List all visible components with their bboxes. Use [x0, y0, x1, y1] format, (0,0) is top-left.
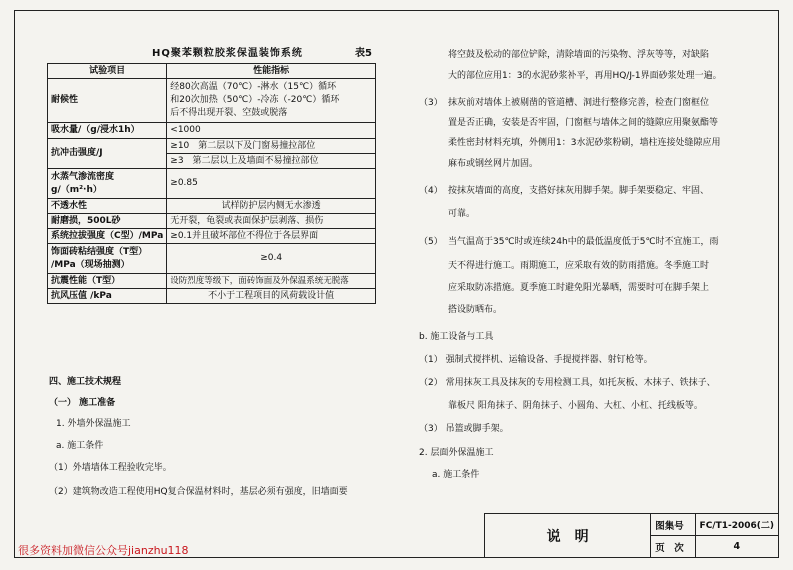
table-cell-value: 经80次高温（70℃）-淋水（15℃）循环 和20次加热（50℃）-冷冻（-20℃）循环 后不得出现开裂、空鼓或脱落	[167, 79, 376, 123]
watermark-text: 很多资料加微信公众号jianzhu118	[18, 544, 189, 557]
table-cell-value: ≥3 第二层以上及墙面不易撞拉部位	[167, 154, 376, 169]
text-line: （2） 常用抹灰工具及抹灰的专用检测工具，如托灰板、木抹子、铁抹子、	[419, 378, 716, 388]
text-line: （1） 强制式搅拌机、运输设备、手提搅拌器、射钉枪等。	[419, 355, 653, 365]
text-line: （1）外墙墙体工程验收完毕。	[49, 463, 172, 473]
paragraph-label: （3）	[419, 98, 443, 108]
text-line: 可靠。	[448, 209, 476, 219]
spec-table	[47, 63, 376, 304]
text-line: 搭设防晒布。	[448, 305, 503, 315]
text-line: 抹灰前对墙体上被剔凿的管道槽、洞进行整修完善，检查门窗框位	[448, 98, 710, 108]
atlas-number-value: FC/T1-2006(二)	[695, 514, 778, 536]
table-row	[48, 169, 376, 199]
table-cell-item: 耐磨损，500L砂	[48, 214, 167, 229]
text-line: 置是否正确，安装是否牢固，门窗框与墙体之间的缝隙应用聚氨酯等	[448, 118, 719, 128]
table-cell-value: 设防烈度等级下，面砖饰面及外保温系统无脱落	[167, 274, 376, 289]
table-cell-value: 无开裂，龟裂或表面保护层剥落、损伤	[167, 214, 376, 229]
table-cell-value: 不小于工程项目的风荷载设计值	[167, 289, 376, 304]
table-row	[48, 229, 376, 244]
table-cell-item: 水蒸气渗流密度 g/（m²·h）	[48, 169, 167, 199]
table-cell-value: ≥0.85	[167, 169, 376, 199]
text-line: （3） 吊篮或脚手架。	[419, 424, 509, 434]
table-cell-item: 抗风压值 /kPa	[48, 289, 167, 304]
text-line: 按抹灰墙面的高度，支搭好抹灰用脚手架。脚手架要稳定、牢固、	[448, 186, 710, 196]
table-row	[48, 79, 376, 123]
table-cell-item: 不透水性	[48, 199, 167, 214]
table-cell-value: 试样防护层内侧无水渗透	[167, 199, 376, 214]
text-line: （2）建筑物改造工程使用HQ复合保温材料时，基层必须有强度，旧墙面要	[49, 487, 348, 497]
atlas-number-label: 图集号	[651, 514, 695, 536]
table-cell-item: 系统拉拔强度（C型）/MPa	[48, 229, 167, 244]
text-line: 天不得进行施工。雨期施工，应采取有效的防雨措施。冬季施工时	[448, 261, 710, 271]
text-line: 应采取防冻措施。夏季施工时避免阳光暴晒，需要时可在脚手架上	[448, 283, 710, 293]
table-number: 表5	[355, 48, 372, 59]
table-cell-item: 抗冲击强度/J	[48, 139, 167, 169]
table-cell-item: 吸水量/（g/浸水1h）	[48, 123, 167, 139]
table-row	[48, 244, 376, 274]
page-number-label: 页 次	[651, 536, 695, 558]
text-line: a. 施工条件	[56, 441, 104, 451]
paragraph-label: （5）	[419, 237, 443, 247]
table-caption: HQ聚苯颗粒胶浆保温装饰系统	[152, 48, 303, 59]
table-header-value: 性能指标	[167, 64, 376, 79]
table-header-item: 试验项目	[48, 64, 167, 79]
table-row	[48, 289, 376, 304]
section-heading: 四、施工技术规程	[49, 377, 122, 387]
page-number-value: 4	[695, 536, 778, 558]
text-line: 大的部位应用1：3的水泥砂浆补平，再用HQ/J-1界面砂浆处理一遍。	[448, 71, 722, 81]
table-cell-item: 耐候性	[48, 79, 167, 123]
text-line: 柔性密封材料充填，外侧用1：3水泥砂浆粉刷，墙柱连接处缝隙应用	[448, 138, 721, 148]
drawing-title: 说 明	[485, 514, 651, 558]
text-line: a. 施工条件	[432, 470, 480, 480]
text-line: 将空鼓及松动的部位铲除，清除墙面的污染物、浮灰等等，对缺陷	[448, 50, 710, 60]
table-cell-item: 抗震性能（T型）	[48, 274, 167, 289]
subsection-heading: （一） 施工准备	[49, 398, 116, 408]
table-row	[48, 274, 376, 289]
table-row	[48, 199, 376, 214]
text-line: 当气温高于35℃时或连续24h中的最低温度低于5℃时不宜施工，雨	[448, 237, 719, 247]
text-line: 麻布或钢丝网片加固。	[448, 159, 539, 169]
text-line: 靠板尺 阳角抹子、阴角抹子、小圆角、大杠、小杠、托线板等。	[448, 401, 703, 411]
table-row	[48, 139, 376, 154]
table-cell-value: ≥10 第二层以下及门窗易撞拉部位	[167, 139, 376, 154]
subsection-heading: b. 施工设备与工具	[419, 332, 494, 342]
table-cell-item: 饰面砖粘结强度（T型） /MPa（现场抽测）	[48, 244, 167, 274]
subsection-heading: 2. 层面外保温施工	[419, 448, 494, 458]
table-cell-value: ≥0.4	[167, 244, 376, 274]
table-cell-value: <1000	[167, 123, 376, 139]
table-row	[48, 123, 376, 139]
title-block	[484, 513, 779, 558]
table-row	[48, 214, 376, 229]
paragraph-label: （4）	[419, 186, 443, 196]
text-line: 1. 外墙外保温施工	[56, 419, 131, 429]
table-cell-value: ≥0.1并且破坏部位不得位于各层界面	[167, 229, 376, 244]
